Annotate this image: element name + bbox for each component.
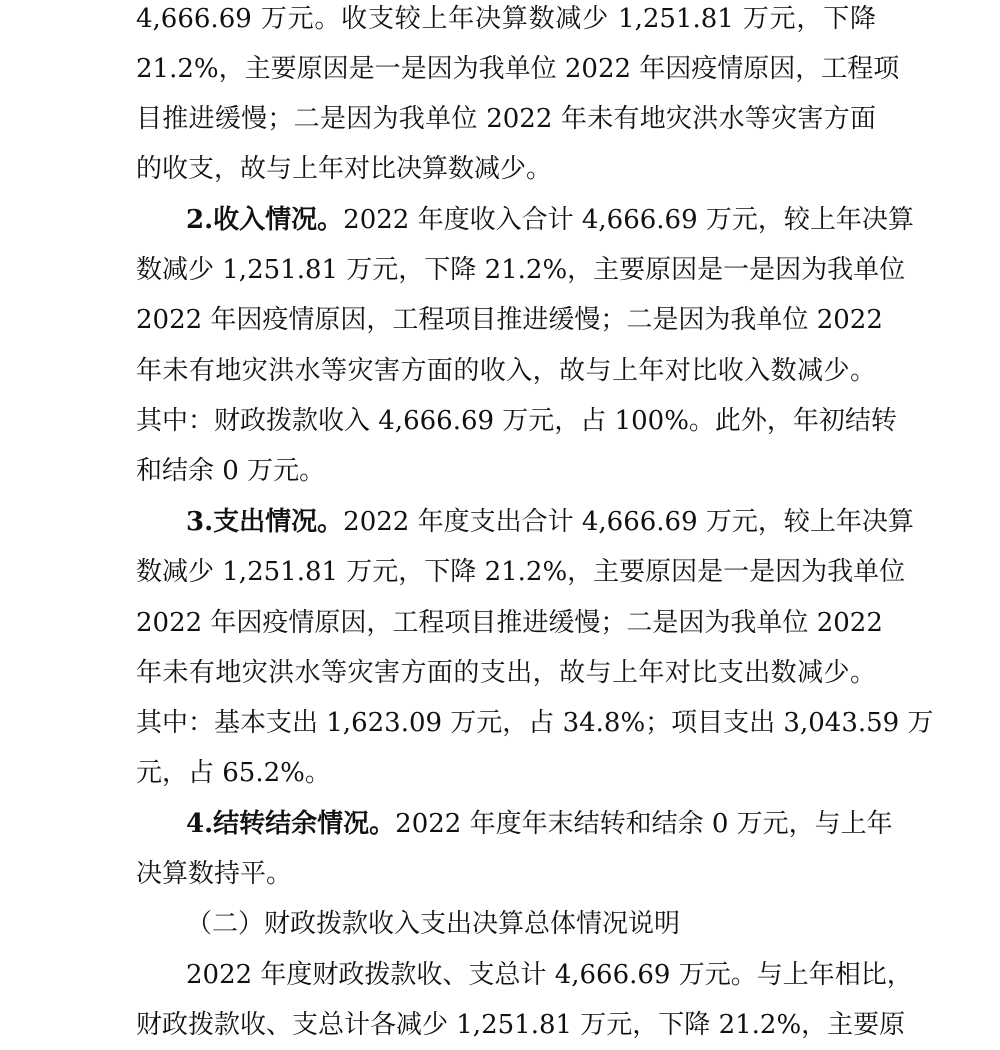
carryover-line-2: 决算数持平。	[136, 859, 293, 889]
income-first-line-text: 2022 年度收入合计 4,666.69 万元，较上年决算	[343, 205, 914, 235]
expenditure-line-2: 数减少 1,251.81 万元，下降 21.2%，主要原因是一是因为我单位	[136, 557, 906, 587]
fiscal-line-2: 财政拨款收、支总计各减少 1,251.81 万元，下降 21.2%，主要原	[136, 1010, 906, 1040]
intro-line-3: 目推进缓慢；二是因为我单位 2022 年未有地灾洪水等灾害方面	[136, 104, 876, 134]
expenditure-line-3: 2022 年因疫情原因，工程项目推进缓慢；二是因为我单位 2022	[136, 608, 883, 638]
income-line-2: 数减少 1,251.81 万元，下降 21.2%，主要原因是一是因为我单位	[136, 255, 906, 285]
expenditure-line-4: 年未有地灾洪水等灾害方面的支出，故与上年对比支出数减少。	[136, 658, 876, 688]
expenditure-heading: 3.支出情况。	[186, 507, 344, 537]
expenditure-paragraph-first-line	[186, 497, 914, 547]
income-paragraph-first-line	[186, 195, 914, 245]
fiscal-line-1: 2022 年度财政拨款收、支总计 4,666.69 万元。与上年相比，	[186, 960, 913, 990]
section-two-heading: （二）财政拨款收入支出决算总体情况说明	[186, 909, 681, 939]
income-line-5: 其中：财政拨款收入 4,666.69 万元，占 100%。此外，年初结转	[136, 406, 897, 436]
income-line-3: 2022 年因疫情原因，工程项目推进缓慢；二是因为我单位 2022	[136, 305, 883, 335]
intro-line-4: 的收支，故与上年对比决算数减少。	[136, 154, 553, 184]
carryover-paragraph-first-line	[186, 799, 893, 849]
expenditure-line-6: 元，占 65.2%。	[136, 758, 331, 788]
carryover-first-line-text: 2022 年度年末结转和结余 0 万元，与上年	[395, 809, 893, 839]
expenditure-first-line-text: 2022 年度支出合计 4,666.69 万元，较上年决算	[343, 507, 914, 537]
carryover-heading: 4.结转结余情况。	[186, 809, 396, 839]
intro-line-1: 4,666.69 万元。收支较上年决算数减少 1,251.81 万元，下降	[136, 4, 876, 34]
income-line-6: 和结余 0 万元。	[136, 456, 326, 486]
intro-line-2: 21.2%，主要原因是一是因为我单位 2022 年因疫情原因，工程项	[136, 54, 900, 84]
income-heading: 2.收入情况。	[186, 205, 344, 235]
expenditure-line-5: 其中：基本支出 1,623.09 万元，占 34.8%；项目支出 3,043.59 万	[136, 708, 934, 738]
income-line-4: 年未有地灾洪水等灾害方面的收入，故与上年对比收入数减少。	[136, 356, 876, 386]
